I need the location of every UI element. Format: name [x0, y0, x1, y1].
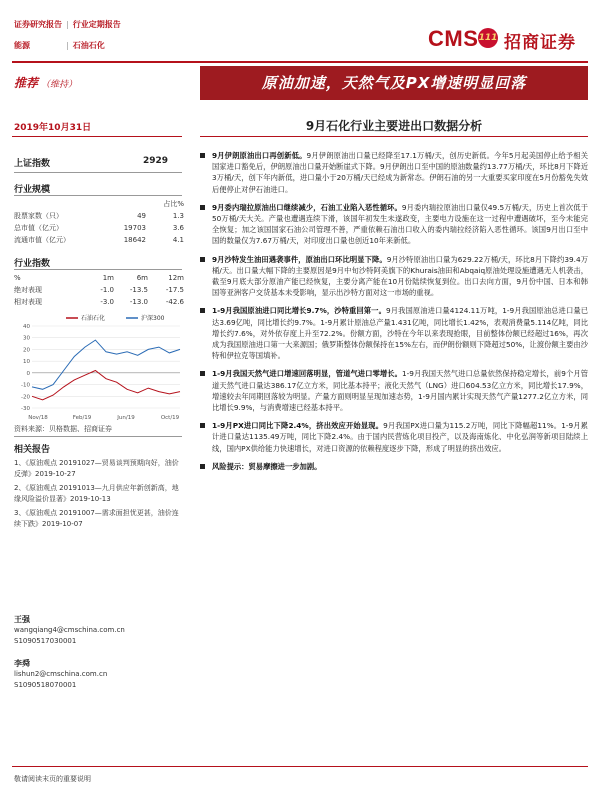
analyst-card	[14, 658, 107, 691]
y-tick-label: 10	[23, 359, 30, 366]
perf-header: %	[14, 274, 21, 282]
related-item[interactable]: 2、《原油观点 20191013—九月供应年新创新高，地缘风险溢价显著》2019-10-13	[14, 484, 179, 503]
analyst-email[interactable]: wangqiang4@cmschina.com.cn	[14, 626, 125, 634]
paragraph-head: 1-9月我国天然气进口增速回落明显，管道气进口零增长。	[212, 369, 402, 379]
logo-en: CMS	[428, 26, 479, 51]
perf-header: 6m	[136, 274, 148, 282]
paragraph-text: 9月委内瑞拉原油出口量仅49.5万桶/天，历史上首次低于50万桶/天大关。产量也遭遇连续下滑，该国年初发生未遂政变，主要电力设施在这一过程中遭遇破坏，至今未能完全恢复；加之该国国家石油公司管理不善，严重依赖石油出口收入的委内瑞拉经济陷入恶性循环。该国9月出口至中国的数量仅为7.67万桶/天，对印度出口量也创近10年来新低。	[212, 202, 588, 246]
paragraph-head: 1-9月我国原油进口同比增长9.7%，沙特重回第一。	[212, 306, 386, 316]
body-paragraph	[200, 202, 588, 247]
table-row	[14, 234, 184, 246]
paragraph-head: 1-9月PX进口同比下降2.4%，挤出效应开始显现。	[212, 421, 384, 431]
row-value: 18642	[123, 236, 146, 244]
perf-label: 绝对表现	[14, 286, 42, 294]
perf-header: 1m	[102, 274, 114, 282]
paragraph-text: 1-9月我国天然气进口总量依然保持稳定增长，前9个月管道天然气进口量达386.17亿立方米，同比基本持平；液化天然气（LNG）进口604.53亿立方米，同比增长17.9%，增速较去年同期回落较为明显。产量方面则明显呈现加速态势，1-9月国内累计实现天然气产量1277.2亿立方米，同比增长9.9%，与消费增速已经基本持平。	[212, 369, 589, 413]
sector-line: 能源 | 石油石化	[14, 41, 105, 50]
sector-label: 能源	[14, 41, 30, 50]
report-type: 证券研究报告	[14, 20, 62, 29]
legend-label: 沪深300	[141, 315, 165, 322]
y-tick-label: 30	[23, 335, 30, 342]
paragraph-text: 9月我国原油进口量4124.11万吨，1-9月我国原油总进口量已达3.69亿吨，同比增长约9.7%。1-9月累计原油总产量1.431亿吨，同比增长1.42%，表观消费量5.114亿吨，同比增长约7.6%，对外依存度上升至72.2%。份额方面，沙特在今年以来表现抢眼，目前整体份额已经超过16%，再次成为我国原油进口第一大来源国；俄罗斯整体份额保持在15%左右，而伊朗份额则下降超过50%，让渡份额主要由沙特和伊拉克等国填补。	[212, 306, 589, 361]
related-item[interactable]: 3、《原油观点 20191007—需求面担忧更甚，油价连续下跌》2019-10-07	[14, 509, 179, 528]
table-row	[14, 210, 184, 222]
row-pct: 1.3	[172, 212, 184, 220]
performance-divider	[14, 269, 182, 270]
related-title: 相关报告	[14, 445, 51, 455]
row-label: 流通市值（亿元）	[14, 236, 70, 244]
row-pct: 3.6	[172, 224, 184, 232]
body-paragraph	[200, 150, 588, 195]
logo-mark-icon: 111	[478, 28, 498, 48]
performance-table	[14, 272, 184, 308]
banner-title: 原油加速，天然气及PX增速明显回落	[200, 66, 588, 100]
cms-logo	[428, 24, 588, 54]
rating-label: 推荐	[14, 76, 39, 90]
body-paragraph	[200, 305, 588, 361]
basic-data-divider	[14, 195, 182, 196]
x-tick-label: Oct/19	[160, 415, 180, 421]
paragraph-head: 风险提示：贸易摩擦进一步加剧。	[212, 461, 322, 471]
table-row	[14, 272, 184, 284]
paragraph-head: 9月沙特发生油田遇袭事件，原油出口环比明显下降。	[212, 254, 387, 264]
square-bullet-icon	[200, 371, 205, 376]
report-subtitle: 9月石化行业主要进出口数据分析	[305, 119, 483, 133]
y-tick-label: -10	[21, 382, 30, 389]
row-label: 股票家数（只）	[14, 212, 63, 220]
paragraph-head: 9月委内瑞拉原油出口继续减少，石油工业陷入恶性循环。	[212, 202, 402, 212]
table-row	[14, 284, 184, 296]
footer-divider	[12, 766, 588, 767]
left-divider	[12, 136, 182, 137]
basic-data-table	[14, 198, 184, 246]
row-value: 49	[137, 212, 146, 220]
index-value: 2929	[142, 156, 168, 166]
performance-title: 行业指数	[14, 259, 51, 269]
chart-source: 资料来源：贝格数据、招商证券	[14, 425, 112, 433]
table-row	[14, 222, 184, 234]
chart-divider	[14, 436, 182, 437]
row-label: 总市值（亿元）	[14, 224, 63, 232]
index-divider	[14, 172, 182, 173]
x-tick-label: Nov/18	[28, 415, 48, 421]
perf-value: -1.0	[100, 286, 114, 294]
report-body	[200, 150, 588, 479]
body-paragraph	[200, 420, 588, 454]
y-tick-label: 20	[23, 347, 30, 354]
rating	[14, 74, 77, 91]
body-paragraph	[200, 368, 588, 413]
paragraph-text: 9月伊朗原油出口量已经降至17.1万桶/天，创历史新低。今年5月起美国停止给予相关国家进口豁免后，伊朗原油出口量开始断崖式下降。9月伊朗出口至中国的原油数量约13.77万桶/天，环比8月下降近3万桶/天，创下年内新低，进口量小于20万桶/天已经成为新常态。伊朗石油的另一大重要买家印度在5月份豁免失效后便停止对伊石油进口。	[212, 151, 588, 194]
legend-label: 石油石化	[81, 315, 106, 322]
report-type-line: 证券研究报告 | 行业定期报告	[14, 20, 121, 29]
x-tick-label: Feb/19	[72, 415, 92, 421]
series-line	[32, 340, 180, 389]
performance-chart	[14, 312, 184, 422]
footer-note: 敬请阅读末页的重要说明	[14, 775, 91, 783]
col-header: 占比%	[163, 200, 184, 208]
related-list	[14, 458, 182, 533]
report-date: 2019年10月31日	[14, 123, 92, 133]
report-kind: 行业定期报告	[72, 20, 121, 29]
rating-note: （维持）	[41, 80, 78, 90]
body-paragraph	[200, 461, 588, 472]
analyst-name: 李舜	[14, 659, 30, 668]
square-bullet-icon	[200, 153, 205, 158]
square-bullet-icon	[200, 257, 205, 262]
square-bullet-icon	[200, 308, 205, 313]
perf-value: -13.5	[129, 286, 148, 294]
y-tick-label: 0	[26, 370, 30, 377]
analyst-id: S1090518070001	[14, 681, 77, 689]
paragraph-head: 9月伊朗原油出口再创新低。	[212, 151, 307, 160]
paragraph-text: 9月我国PX进口量为115.2万吨，同比下降幅超11%。1-9月累计进口量达1135.49万吨，同比下降2.4%。由于国内民营炼化项目投产，以及海南炼化、中化弘润等新项目陆续上线，国内PX供给能力快速增长，对进口资源的依赖程度逐步下降，形成了明显的挤出效应。	[212, 421, 588, 453]
basic-data-title: 行业规模	[14, 185, 51, 195]
analyst-email[interactable]: lishun2@cmschina.com.cn	[14, 670, 108, 678]
perf-value: -13.0	[129, 298, 148, 306]
y-tick-label: -20	[21, 394, 30, 401]
analyst-id: S1090517030001	[14, 637, 77, 645]
header-divider	[12, 61, 588, 63]
y-tick-label: -30	[21, 406, 30, 412]
perf-value: -42.6	[165, 298, 184, 306]
analyst-card	[14, 614, 125, 647]
perf-label: 相对表现	[14, 298, 42, 306]
index-label: 上证指数	[14, 159, 51, 169]
x-tick-label: Jun/19	[117, 415, 135, 421]
related-item[interactable]: 1、《原油观点 20191027—贸易谈判预期向好，油价反弹》2019-10-27	[14, 459, 179, 478]
series-line	[32, 371, 180, 400]
logo-cn: 招商证券	[504, 33, 576, 53]
y-tick-label: 40	[23, 324, 30, 330]
perf-header: 12m	[168, 274, 184, 282]
body-paragraph	[200, 254, 588, 299]
industry-label: 石油石化	[72, 41, 105, 50]
square-bullet-icon	[200, 423, 205, 428]
perf-value: -3.0	[100, 298, 114, 306]
table-row	[14, 296, 184, 308]
analyst-name: 王强	[14, 615, 30, 624]
row-pct: 4.1	[172, 236, 184, 244]
perf-value: -17.5	[165, 286, 184, 294]
row-value: 19703	[123, 224, 146, 232]
table-row	[14, 198, 184, 210]
subtitle-divider	[200, 136, 588, 137]
square-bullet-icon	[200, 464, 205, 469]
square-bullet-icon	[200, 205, 205, 210]
paragraph-text: 9月沙特原油出口量为629.22万桶/天，环比8月下降约39.4万桶/天。出口量大幅下降的主要原因是9月中旬沙特阿美旗下的Khurais油田和Abqaiq原油处理设施遭遇无人机袭击，截至9月底大部分原油产能已经恢复，主要分离产能在10月份陆续恢复到位。出口去向方面，9月份中国、日本和韩国等亚洲客户交货基本未受影响，显示出沙特方面对这一市场的重视。	[212, 254, 588, 298]
